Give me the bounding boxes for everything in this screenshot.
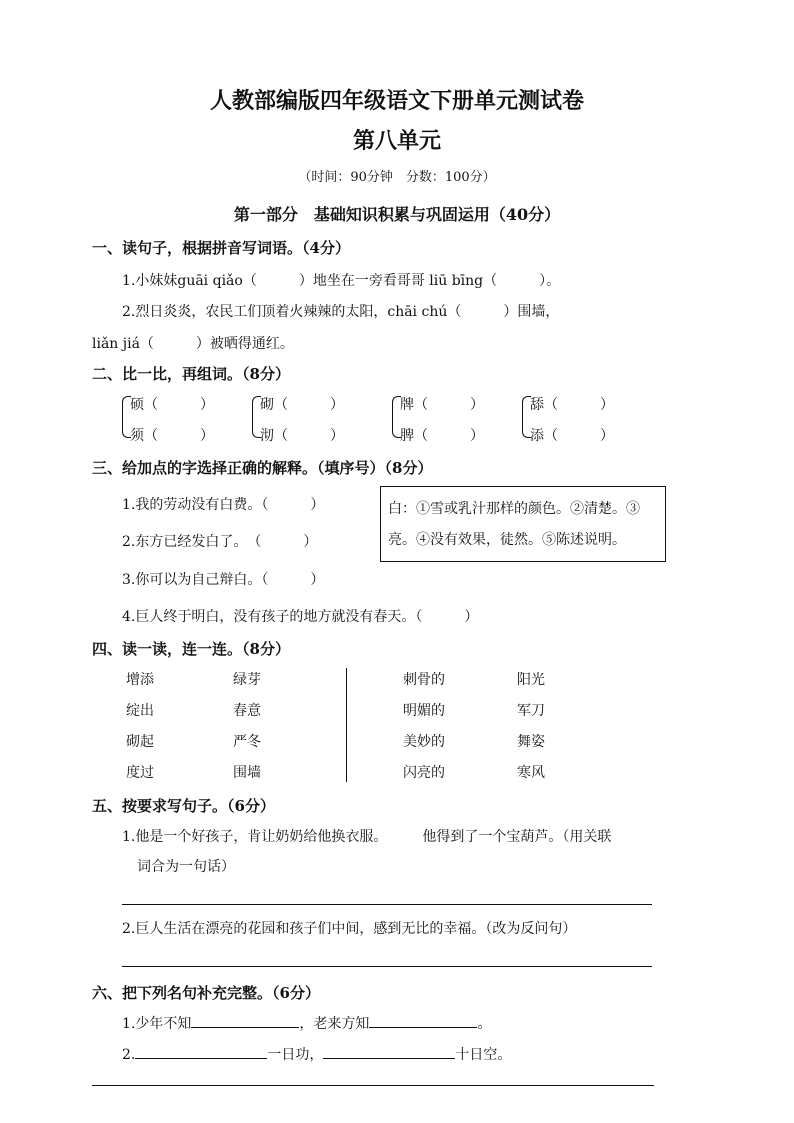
match-word: 寒风 <box>517 765 545 781</box>
match-word: 春意 <box>233 703 261 719</box>
s6-q2-part-c: 十日空。 <box>455 1047 512 1063</box>
definition-line-1: 白：①雪或乳汁那样的颜色。②清楚。③ <box>388 501 640 517</box>
match-word: 军刀 <box>517 703 545 719</box>
compare-word: 砌（ ） <box>260 397 344 413</box>
fill-blank[interactable] <box>135 1058 267 1059</box>
match-word: 严冬 <box>233 734 261 750</box>
bottom-rule <box>92 1085 654 1086</box>
compare-word: 须（ ） <box>130 428 214 444</box>
match-word: 度过 <box>126 765 154 781</box>
match-word: 舞姿 <box>517 734 545 750</box>
section-2-title: 二、比一比，再组词。（8分） <box>92 365 290 383</box>
s3-question-2: 2.东方已经发白了。 （ ） <box>122 534 318 550</box>
s6-q1-part-a: 1.少年不知 <box>122 1016 192 1032</box>
compare-word: 硕（ ） <box>130 397 214 413</box>
compare-word: 脾（ ） <box>400 428 484 444</box>
s5-question-1-cont: 词合为一句话） <box>137 859 235 875</box>
match-word: 砌起 <box>126 734 154 750</box>
part-heading: 第一部分 基础知识积累与巩固运用（40分） <box>233 205 561 224</box>
s3-question-1: 1.我的劳动没有白费。（ ） <box>122 497 325 513</box>
s3-question-3: 3.你可以为自己辩白。（ ） <box>122 572 325 588</box>
answer-line[interactable] <box>122 966 652 967</box>
unit-title: 第八单元 <box>352 128 441 154</box>
match-word: 美妙的 <box>403 734 445 750</box>
match-word: 明媚的 <box>403 703 445 719</box>
match-word: 绽出 <box>126 703 154 719</box>
section-1-title: 一、读句子，根据拼音写词语。（4分） <box>92 239 350 257</box>
match-word: 阳光 <box>517 672 545 688</box>
s6-q1-part-c: 。 <box>477 1016 492 1032</box>
s6-q2-part-b: 一日功， <box>267 1047 324 1063</box>
s6-question-2 <box>122 1044 511 1064</box>
column-divider <box>346 668 347 782</box>
s1-question-1: 1.小妹妹guāi qiǎo（ ）地坐在一旁看哥哥 liū bīng（ ）。 <box>122 273 561 289</box>
compare-word: 沏（ ） <box>260 428 344 444</box>
s6-q2-part-a: 2. <box>122 1047 136 1063</box>
section-5-title: 五、按要求写句子。（6分） <box>92 797 275 815</box>
exam-meta: （时间：90分钟 分数：100分） <box>298 170 496 185</box>
exam-title: 人教部编版四年级语文下册单元测试卷 <box>209 88 584 114</box>
answer-line[interactable] <box>122 904 652 905</box>
s5-question-1: 1.他是一个好孩子，肯让奶奶给他换衣服。 他得到了一个宝葫芦。（用关联 <box>122 829 612 845</box>
s6-q1-part-b: ，老来方知 <box>299 1016 370 1032</box>
s5-question-2: 2.巨人生活在漂亮的花园和孩子们中间，感到无比的幸福。（改为反问句） <box>122 921 577 937</box>
section-4-title: 四、读一读，连一连。（8分） <box>92 640 290 658</box>
compare-word: 牌（ ） <box>400 397 484 413</box>
s1-question-2-cont: liǎn jiá（ ）被晒得通红。 <box>92 336 294 352</box>
match-word: 绿芽 <box>233 672 261 688</box>
section-3-title: 三、给加点的字选择正确的解释。（填序号）（8分） <box>92 459 433 477</box>
fill-blank[interactable] <box>191 1027 299 1028</box>
fill-blank[interactable] <box>323 1058 455 1059</box>
compare-word: 舔（ ） <box>530 397 614 413</box>
match-word: 围墙 <box>233 765 261 781</box>
s3-question-4: 4.巨人终于明白，没有孩子的地方就没有春天。（ ） <box>122 609 479 625</box>
match-word: 闪亮的 <box>403 765 445 781</box>
section-6-title: 六、把下列名句补充完整。（6分） <box>92 984 320 1002</box>
s6-question-1 <box>122 1013 491 1033</box>
compare-word: 添（ ） <box>530 428 614 444</box>
definition-line-2: 亮。④没有效果，徒然。⑤陈述说明。 <box>388 532 626 548</box>
fill-blank[interactable] <box>369 1027 477 1028</box>
match-word: 刺骨的 <box>403 672 445 688</box>
match-word: 增添 <box>126 672 154 688</box>
s1-question-2: 2.烈日炎炎，农民工们顶着火辣辣的太阳，chāi chú（ ）围墙， <box>122 304 560 320</box>
